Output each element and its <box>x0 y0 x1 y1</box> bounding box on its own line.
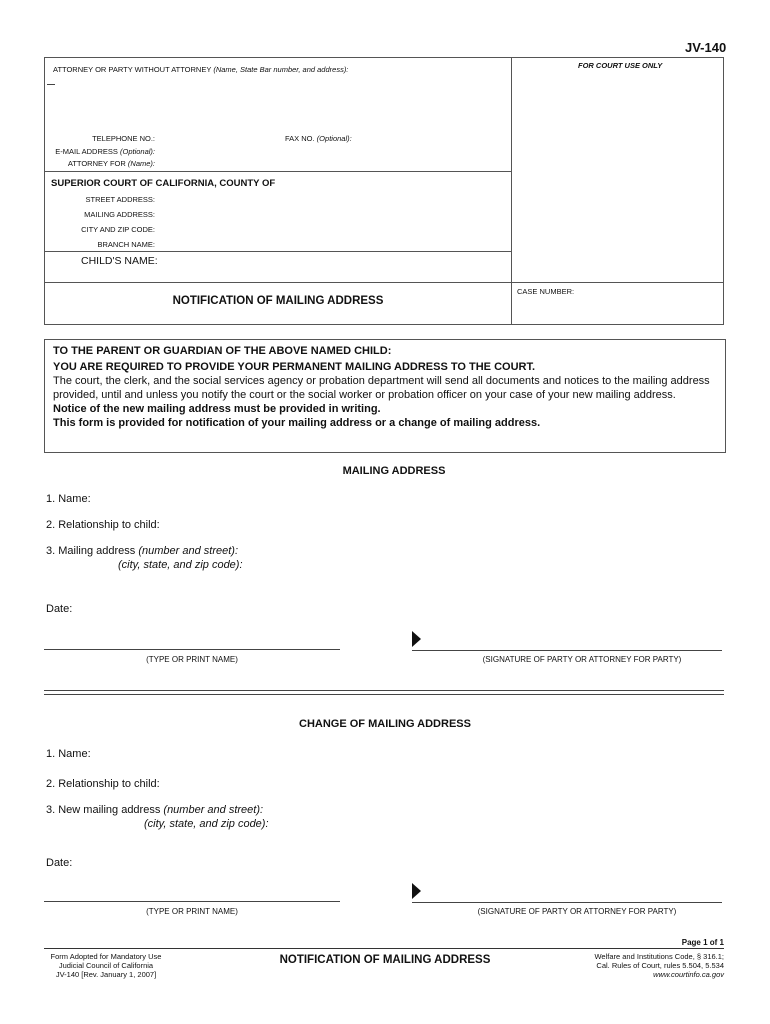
mailing-signature-line[interactable] <box>412 650 722 651</box>
attorney-for-label: ATTORNEY FOR (Name): <box>67 159 155 168</box>
change-street-label: 3. New mailing address (number and street): <box>46 804 264 816</box>
court-use-label: FOR COURT USE ONLY <box>578 61 663 70</box>
telephone-label: TELEPHONE NO.: <box>92 134 155 143</box>
notice-heading: TO THE PARENT OR GUARDIAN OF THE ABOVE NAMED CHILD: <box>53 345 392 357</box>
mailing-city-label: (city, state, and zip code): <box>118 559 243 571</box>
signature-arrow-icon <box>412 631 421 647</box>
mailing-address-label: MAILING ADDRESS: <box>84 210 155 219</box>
change-signature-caption: (SIGNATURE OF PARTY OR ATTORNEY FOR PARTY) <box>477 907 677 916</box>
page-number: Page 1 of 1 <box>681 938 724 947</box>
change-relationship-label: 2. Relationship to child: <box>46 778 160 790</box>
change-type-name-caption: (TYPE OR PRINT NAME) <box>146 907 238 916</box>
section-divider-top <box>44 690 724 691</box>
notice-requirement: YOU ARE REQUIRED TO PROVIDE YOUR PERMANENT MAILING ADDRESS TO THE COURT. <box>53 361 536 373</box>
section-divider-bottom <box>44 694 724 695</box>
change-city-label: (city, state, and zip code): <box>144 818 269 830</box>
form-title: NOTIFICATION OF MAILING ADDRESS <box>172 295 384 307</box>
mailing-print-name-line[interactable] <box>44 649 340 650</box>
footer-adoption: Form Adopted for Mandatory Use Judicial Council of California JV-140 [Rev. January 1, 2007] <box>50 952 162 979</box>
mailing-street-label: 3. Mailing address (number and street): <box>46 545 238 557</box>
notice-body: The court, the clerk, and the social services agency or probation department will send all documents and notices to the mailing address provided, until and unless you notify the court or the social worker or probation officer on your case of your new mailing address. <box>53 375 710 401</box>
street-address-label: STREET ADDRESS: <box>85 195 155 204</box>
notice-writing: Notice of the new mailing address must be provided in writing. <box>53 403 381 415</box>
attorney-label: ATTORNEY OR PARTY WITHOUT ATTORNEY (Name, State Bar number, and address): <box>53 65 349 74</box>
email-label: E-MAIL ADDRESS (Optional): <box>55 147 155 156</box>
notice-box <box>44 339 726 453</box>
notice-purpose: This form is provided for notification of your mailing address or a change of mailing address. <box>53 417 541 429</box>
court-name: SUPERIOR COURT OF CALIFORNIA, COUNTY OF <box>51 178 276 189</box>
attorney-field-marker <box>47 84 55 85</box>
city-zip-label: CITY AND ZIP CODE: <box>81 225 155 234</box>
fax-label: FAX NO. (Optional): <box>285 134 352 143</box>
change-section-title: CHANGE OF MAILING ADDRESS <box>299 718 471 730</box>
change-signature-line[interactable] <box>412 902 722 903</box>
mailing-section-title: MAILING ADDRESS <box>342 465 446 477</box>
caption-box <box>44 57 724 325</box>
change-print-name-line[interactable] <box>44 901 340 902</box>
mailing-name-label: 1. Name: <box>46 493 91 505</box>
mailing-date-label: Date: <box>46 603 73 615</box>
mailing-relationship-label: 2. Relationship to child: <box>46 519 160 531</box>
mailing-type-name-caption: (TYPE OR PRINT NAME) <box>146 655 238 664</box>
branch-name-label: BRANCH NAME: <box>97 240 155 249</box>
mailing-signature-caption: (SIGNATURE OF PARTY OR ATTORNEY FOR PARTY) <box>482 655 682 664</box>
change-name-label: 1. Name: <box>46 748 91 760</box>
form-id: JV-140 <box>685 40 727 55</box>
case-number-label: CASE NUMBER: <box>517 287 575 296</box>
change-date-label: Date: <box>46 857 73 869</box>
footer-references: Welfare and Institutions Code, § 316.1; Cal. Rules of Court, rules 5.504, 5.534 www.courtinfo.ca.gov <box>594 952 724 979</box>
signature-arrow-icon <box>412 883 421 899</box>
footer-rule <box>44 948 724 949</box>
child-name-label: CHILD'S NAME: <box>81 255 158 267</box>
footer-title: NOTIFICATION OF MAILING ADDRESS <box>279 954 491 966</box>
